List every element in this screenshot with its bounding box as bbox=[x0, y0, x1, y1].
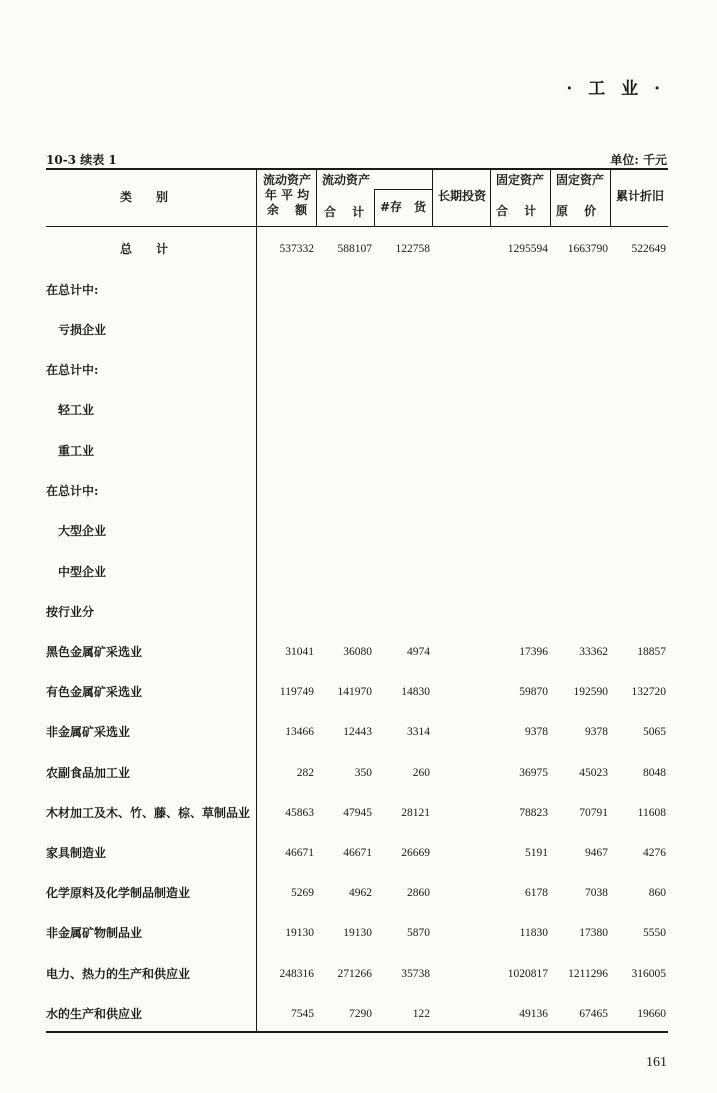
header-category: 类 别 bbox=[120, 190, 169, 204]
vline-3 bbox=[432, 169, 433, 227]
row-label: 非金属矿物制品业 bbox=[46, 926, 143, 940]
unit-label: 单位: 千元 bbox=[610, 153, 667, 167]
cell-value: 46671 bbox=[285, 847, 314, 859]
cell-value: 522649 bbox=[631, 243, 666, 255]
row-label: 木材加工及木、竹、藤、棕、草制品业 bbox=[46, 806, 251, 820]
cell-value: 316005 bbox=[631, 968, 666, 980]
row-label: 大型企业 bbox=[58, 524, 107, 538]
cell-value: 46671 bbox=[343, 847, 372, 859]
row-label: 在总计中: bbox=[46, 363, 99, 377]
cell-value: 537332 bbox=[279, 243, 314, 255]
table-row bbox=[46, 321, 668, 341]
cell-value: 1211296 bbox=[568, 968, 608, 980]
cell-value: 11830 bbox=[519, 927, 548, 939]
table-row bbox=[46, 361, 668, 381]
hline-current-assets-split bbox=[374, 189, 432, 190]
table-row bbox=[46, 603, 668, 623]
row-label: 家具制造业 bbox=[46, 846, 107, 860]
table-row bbox=[46, 482, 668, 502]
row-label: 按行业分 bbox=[46, 605, 95, 619]
table-bottom-rule bbox=[46, 1031, 668, 1033]
cell-value: 45863 bbox=[285, 807, 314, 819]
row-label: 重工业 bbox=[58, 444, 95, 458]
row-label: 亏损企业 bbox=[58, 323, 107, 337]
header-avg-current-assets bbox=[262, 173, 312, 218]
cell-value: 4962 bbox=[349, 887, 372, 899]
cell-value: 1663790 bbox=[567, 243, 608, 255]
table-row bbox=[46, 965, 668, 985]
cell-value: 45023 bbox=[579, 767, 608, 779]
vline-2 bbox=[374, 189, 375, 227]
cell-value: 3314 bbox=[407, 726, 430, 738]
cell-value: 1020817 bbox=[507, 968, 548, 980]
header-avg-line-3: 余 额 bbox=[266, 203, 308, 217]
cell-value: 17380 bbox=[579, 927, 608, 939]
cell-value: 14830 bbox=[401, 686, 430, 698]
cell-value: 35738 bbox=[401, 968, 430, 980]
cell-value: 17396 bbox=[519, 646, 548, 658]
cell-value: 5870 bbox=[407, 927, 430, 939]
row-label: 化学原料及化学制品制造业 bbox=[46, 886, 191, 900]
row-label: 有色金属矿采选业 bbox=[46, 685, 143, 699]
cell-value: 122 bbox=[412, 1008, 430, 1020]
header-fixed-assets-total bbox=[496, 173, 546, 219]
cell-value: 70791 bbox=[579, 807, 608, 819]
cell-value: 5191 bbox=[525, 847, 548, 859]
cell-value: 28121 bbox=[401, 807, 430, 819]
cell-value: 588107 bbox=[337, 243, 372, 255]
table-row bbox=[46, 401, 668, 421]
cell-value: 26669 bbox=[401, 847, 430, 859]
cell-value: 8048 bbox=[643, 767, 666, 779]
vline-5 bbox=[550, 169, 551, 227]
table-row bbox=[46, 1005, 668, 1025]
cell-value: 4276 bbox=[643, 847, 666, 859]
header-current-assets-total: 合 计 bbox=[324, 205, 365, 219]
vline-4 bbox=[490, 169, 491, 227]
header-current-assets: 流动资产 bbox=[322, 173, 371, 187]
cell-value: 4974 bbox=[407, 646, 430, 658]
cell-value: 19660 bbox=[637, 1008, 666, 1020]
cell-value: 6178 bbox=[525, 887, 548, 899]
vline-1 bbox=[316, 169, 317, 227]
row-label: 水的生产和供应业 bbox=[46, 1007, 143, 1021]
cell-value: 47945 bbox=[343, 807, 372, 819]
row-label: 中型企业 bbox=[58, 565, 107, 579]
cell-value: 36975 bbox=[519, 767, 548, 779]
table-row bbox=[46, 442, 668, 462]
table-row bbox=[46, 723, 668, 743]
cell-value: 5065 bbox=[643, 726, 666, 738]
row-label: 总 计 bbox=[120, 242, 169, 256]
row-label: 农副食品加工业 bbox=[46, 766, 131, 780]
cell-value: 49136 bbox=[519, 1008, 548, 1020]
cell-value: 260 bbox=[412, 767, 430, 779]
cell-value: 13466 bbox=[285, 726, 314, 738]
cell-value: 119749 bbox=[279, 686, 314, 698]
cell-value: 33362 bbox=[579, 646, 608, 658]
row-label: 电力、热力的生产和供应业 bbox=[46, 967, 191, 981]
table-row bbox=[46, 522, 668, 542]
row-label: 在总计中: bbox=[46, 484, 99, 498]
cell-value: 860 bbox=[648, 887, 666, 899]
row-label: 在总计中: bbox=[46, 283, 99, 297]
cell-value: 2860 bbox=[407, 887, 430, 899]
cell-value: 9467 bbox=[585, 847, 608, 859]
table-row bbox=[46, 764, 668, 784]
cell-value: 78823 bbox=[519, 807, 548, 819]
header-avg-line-2: 年 平 均 bbox=[264, 188, 310, 202]
cell-value: 5269 bbox=[291, 887, 314, 899]
table-row bbox=[46, 804, 668, 824]
row-label: 非金属矿采选业 bbox=[46, 725, 131, 739]
table-row bbox=[46, 240, 668, 260]
cell-value: 31041 bbox=[285, 646, 314, 658]
cell-value: 192590 bbox=[573, 686, 608, 698]
cell-value: 7290 bbox=[349, 1008, 372, 1020]
cell-value: 7545 bbox=[291, 1008, 314, 1020]
cell-value: 19130 bbox=[343, 927, 372, 939]
cell-value: 12443 bbox=[343, 726, 372, 738]
cell-value: 11608 bbox=[637, 807, 666, 819]
cell-value: 1295594 bbox=[507, 243, 548, 255]
table-row bbox=[46, 683, 668, 703]
table-row bbox=[46, 643, 668, 663]
table-row bbox=[46, 844, 668, 864]
cell-value: 248316 bbox=[279, 968, 314, 980]
row-label: 黑色金属矿采选业 bbox=[46, 645, 143, 659]
header-bottom-rule bbox=[46, 226, 668, 227]
cell-value: 59870 bbox=[519, 686, 548, 698]
header-fixed-original-line-1: 固定资产 bbox=[556, 173, 605, 187]
row-label: 轻工业 bbox=[58, 403, 95, 417]
header-fixed-assets-original bbox=[556, 173, 606, 219]
cell-value: 271266 bbox=[337, 968, 372, 980]
table-row bbox=[46, 884, 668, 904]
cell-value: 67465 bbox=[579, 1008, 608, 1020]
table-row bbox=[46, 563, 668, 583]
header-avg-line-1: 流动资产 bbox=[262, 173, 311, 187]
cell-value: 18857 bbox=[637, 646, 666, 658]
header-fixed-original-line-2: 原 价 bbox=[556, 204, 597, 218]
header-long-term-investment: 长期投资 bbox=[438, 189, 487, 203]
vline-6 bbox=[610, 169, 611, 227]
table-id: 10-3 续表 1 bbox=[46, 153, 117, 167]
table-row bbox=[46, 924, 668, 944]
header-fixed-total-line-2: 合 计 bbox=[496, 204, 537, 218]
cell-value: 132720 bbox=[631, 686, 666, 698]
cell-value: 19130 bbox=[285, 927, 314, 939]
cell-value: 7038 bbox=[585, 887, 608, 899]
cell-value: 122758 bbox=[395, 243, 430, 255]
table-top-rule bbox=[46, 168, 668, 170]
section-header: · 工 业 · bbox=[566, 79, 665, 99]
header-fixed-total-line-1: 固定资产 bbox=[496, 173, 545, 187]
cell-value: 282 bbox=[296, 767, 314, 779]
cell-value: 9378 bbox=[525, 726, 548, 738]
page-number: 161 bbox=[646, 1055, 667, 1070]
header-accumulated-depreciation: 累计折旧 bbox=[616, 189, 665, 203]
header-inventory: #存 货 bbox=[380, 200, 427, 214]
cell-value: 9378 bbox=[585, 726, 608, 738]
cell-value: 141970 bbox=[337, 686, 372, 698]
cell-value: 5550 bbox=[643, 927, 666, 939]
cell-value: 350 bbox=[354, 767, 372, 779]
table-row bbox=[46, 281, 668, 301]
cell-value: 36080 bbox=[343, 646, 372, 658]
